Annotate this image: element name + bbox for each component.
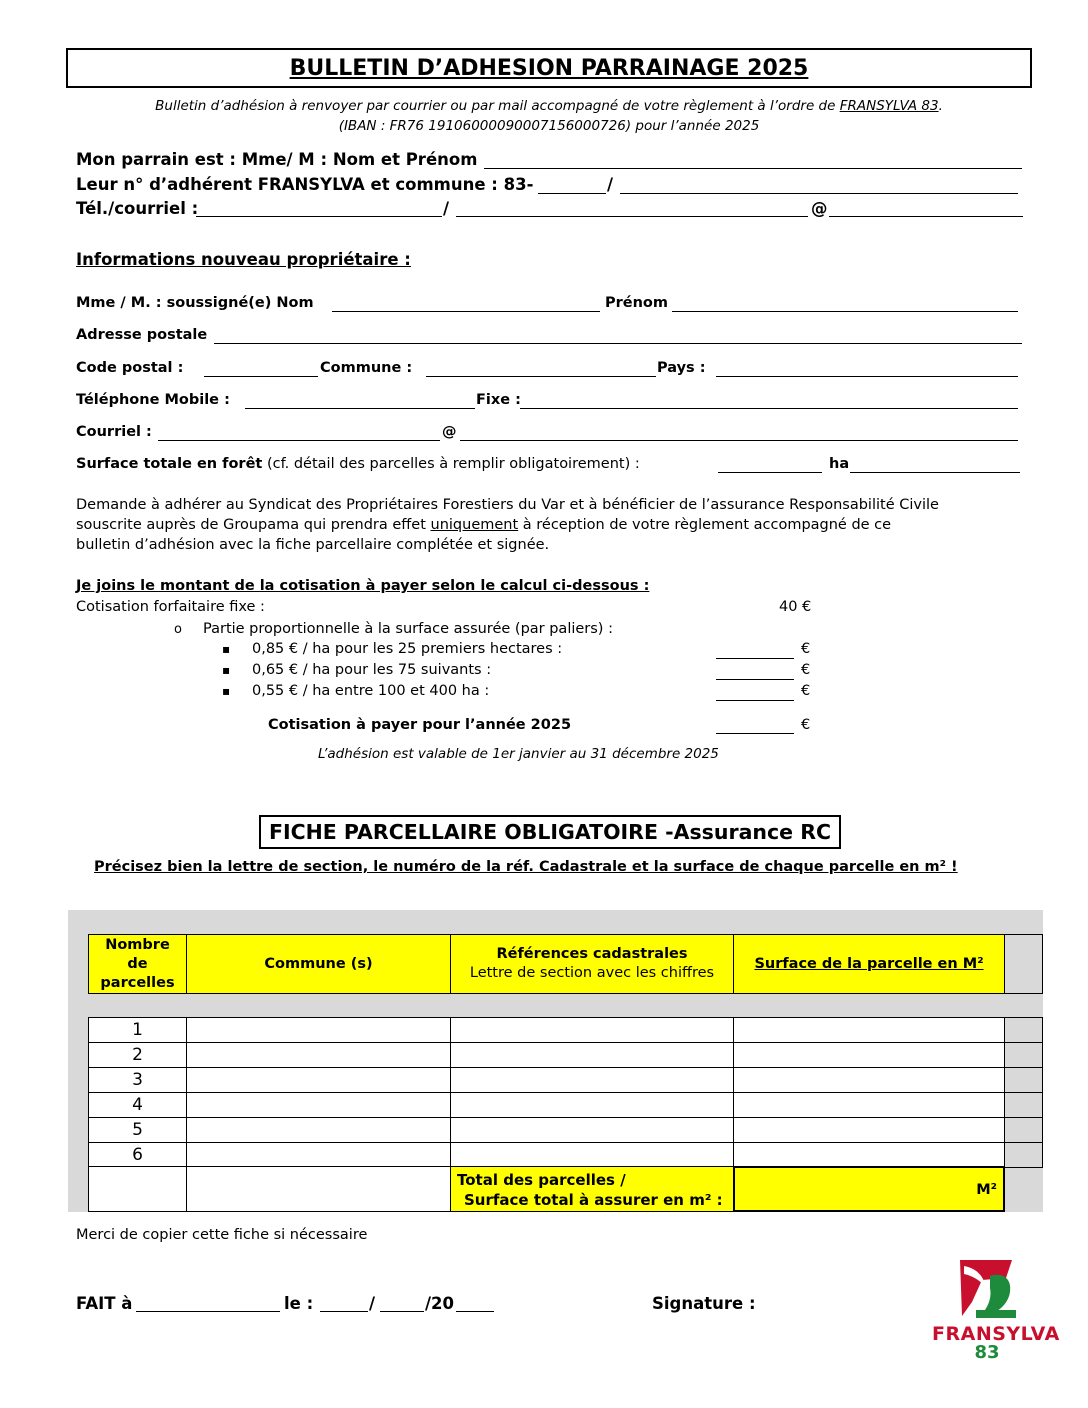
row-number: 3	[88, 1067, 187, 1093]
parrain-tel-label: Tél./courriel :	[76, 199, 199, 218]
row-extra-cell	[1004, 1142, 1043, 1168]
tier-1-label: 0,85 € / ha pour les 25 premiers hectares :	[252, 641, 563, 657]
demande-line-1: Demande à adhérer au Syndicat des Propriétaires Forestiers du Var et à bénéficier de l’assurance Responsabilité Civile	[76, 497, 939, 513]
fransylva-emblem-icon	[932, 1258, 1042, 1320]
header-nombre: Nombre de parcelles	[88, 934, 187, 994]
row-reference-field[interactable]	[450, 1017, 734, 1043]
row-reference-field[interactable]	[450, 1117, 734, 1143]
logo-number: 83	[974, 1342, 1000, 1363]
header-commune: Commune (s)	[186, 934, 451, 994]
row-commune-field[interactable]	[186, 1067, 451, 1093]
tier-1-field[interactable]	[716, 658, 794, 659]
fixe-label: Fixe :	[476, 392, 521, 408]
parrain-tel-field[interactable]	[196, 216, 442, 217]
fait-field[interactable]	[136, 1311, 280, 1312]
tier-2-label: 0,65 € / ha pour les 75 suivants :	[252, 662, 492, 678]
adresse-label: Adresse postale	[76, 327, 208, 343]
row-commune-field[interactable]	[186, 1142, 451, 1168]
parrain-tel-slash: /	[443, 199, 450, 218]
copy-note: Merci de copier cette fiche si nécessaire	[76, 1227, 368, 1243]
fiche-title: FICHE PARCELLAIRE OBLIGATOIRE -Assurance RC	[259, 815, 841, 849]
row-commune-field[interactable]	[186, 1017, 451, 1043]
row-surface-field[interactable]	[733, 1092, 1005, 1118]
parrain-name-label: Mon parrain est : Mme/ M : Nom et Prénom	[76, 150, 478, 169]
cotisation-total-field[interactable]	[716, 733, 794, 734]
row-extra-cell	[1004, 1042, 1043, 1068]
tier-2-bullet: ▪	[222, 663, 231, 677]
cotisation-fixe-label: Cotisation forfaitaire fixe :	[76, 599, 265, 615]
row-commune-field[interactable]	[186, 1117, 451, 1143]
logo-text: FRANSYLVA	[932, 1323, 1060, 1345]
row-number: 1	[88, 1017, 187, 1043]
fransylva-link-text: FRANSYLVA 83	[839, 98, 939, 114]
tier-2-field[interactable]	[716, 679, 794, 680]
intro-line-1: Bulletin d’adhésion à renvoyer par courrier ou par mail accompagné de votre règlement à l’ordre de FRANSYLVA 83.	[155, 98, 943, 114]
parrain-slash: /	[607, 175, 614, 194]
date-month-field[interactable]	[380, 1311, 424, 1312]
total-label-cell: Total des parcelles / Surface total à assurer en m² :	[450, 1166, 734, 1212]
row-surface-field[interactable]	[733, 1117, 1005, 1143]
total-empty-cell-1	[88, 1166, 187, 1212]
fixe-field[interactable]	[520, 408, 1018, 409]
cotisation-total-label: Cotisation à payer pour l’année 2025	[268, 717, 572, 733]
fait-label: FAIT à	[76, 1294, 133, 1313]
header-references: Références cadastrales Lettre de section avec les chiffres	[450, 934, 734, 994]
proportionnelle-label: Partie proportionnelle à la surface assurée (par paliers) :	[203, 621, 613, 637]
date-year-field[interactable]	[456, 1311, 494, 1312]
parrain-name-field[interactable]	[484, 168, 1022, 169]
prenom-label: Prénom	[605, 295, 669, 311]
date-slash: /	[369, 1294, 376, 1313]
row-extra-cell	[1004, 1067, 1043, 1093]
parrain-adherent-label: Leur n° d’adhérent FRANSYLVA et commune : 83-	[76, 175, 534, 194]
mobile-field[interactable]	[245, 408, 475, 409]
row-surface-field[interactable]	[733, 1017, 1005, 1043]
nom-field[interactable]	[332, 311, 600, 312]
mobile-label: Téléphone Mobile :	[76, 392, 230, 408]
tier-1-bullet: ▪	[222, 642, 231, 656]
row-extra-cell	[1004, 1117, 1043, 1143]
row-extra-cell	[1004, 1017, 1043, 1043]
surface-extra-field[interactable]	[850, 472, 1020, 473]
date-day-field[interactable]	[320, 1311, 368, 1312]
intro-line-2: (IBAN : FR76 19106000090007156000726) pour l’année 2025	[338, 118, 760, 134]
validity-note: L’adhésion est valable de 1er janvier au 31 décembre 2025	[318, 746, 719, 762]
row-number: 2	[88, 1042, 187, 1068]
row-reference-field[interactable]	[450, 1067, 734, 1093]
tier-2-unit: €	[801, 662, 811, 678]
courriel-at-sign: @	[442, 424, 457, 440]
total-empty-cell-2	[186, 1166, 451, 1212]
cotisation-heading: Je joins le montant de la cotisation à payer selon le calcul ci-dessous :	[76, 578, 650, 594]
document-title: BULLETIN D’ADHESION PARRAINAGE 2025	[66, 48, 1032, 88]
row-commune-field[interactable]	[186, 1092, 451, 1118]
demande-line-2: souscrite auprès de Groupama qui prendra effet uniquement à réception de votre règlement accompagné de ce	[76, 517, 892, 533]
row-surface-field[interactable]	[733, 1142, 1005, 1168]
tier-3-unit: €	[801, 683, 811, 699]
row-commune-field[interactable]	[186, 1042, 451, 1068]
parrain-adherent-number-field[interactable]	[538, 193, 606, 194]
surface-ha-label: ha	[829, 456, 850, 472]
courriel-label: Courriel :	[76, 424, 152, 440]
row-reference-field[interactable]	[450, 1092, 734, 1118]
row-extra-cell	[1004, 1092, 1043, 1118]
surface-label: Surface totale en forêt (cf. détail des parcelles à remplir obligatoirement) :	[76, 456, 640, 472]
total-surface-field[interactable]: M²	[733, 1166, 1005, 1212]
tier-3-field[interactable]	[716, 700, 794, 701]
date-year-prefix: /20	[425, 1294, 454, 1313]
courriel-user-field[interactable]	[158, 440, 440, 441]
surface-field[interactable]	[718, 472, 822, 473]
pays-field[interactable]	[716, 376, 1018, 377]
bullet-o: o	[174, 622, 182, 637]
row-number: 5	[88, 1117, 187, 1143]
row-reference-field[interactable]	[450, 1042, 734, 1068]
parrain-email-domain-field[interactable]	[829, 216, 1023, 217]
commune-label: Commune :	[320, 360, 413, 376]
row-surface-field[interactable]	[733, 1067, 1005, 1093]
parrain-commune-field[interactable]	[620, 193, 1018, 194]
tier-1-unit: €	[801, 641, 811, 657]
fransylva-logo	[932, 1258, 1060, 1388]
row-surface-field[interactable]	[733, 1042, 1005, 1068]
commune-field[interactable]	[426, 376, 656, 377]
courriel-domain-field[interactable]	[460, 440, 1018, 441]
parrain-at-sign: @	[811, 199, 828, 218]
header-surface: Surface de la parcelle en M²	[733, 934, 1005, 994]
row-number: 6	[88, 1142, 187, 1168]
code-postal-field[interactable]	[204, 376, 318, 377]
tier-3-bullet: ▪	[222, 684, 231, 698]
row-number: 4	[88, 1092, 187, 1118]
cotisation-fixe-value: 40 €	[779, 599, 812, 615]
demande-line-3: bulletin d’adhésion avec la fiche parcellaire complétée et signée.	[76, 537, 550, 553]
pays-label: Pays :	[657, 360, 706, 376]
parrain-email-user-field[interactable]	[456, 216, 808, 217]
signature-label: Signature :	[652, 1294, 756, 1313]
le-label: le :	[284, 1294, 314, 1313]
tier-3-label: 0,55 € / ha entre 100 et 400 ha :	[252, 683, 490, 699]
cotisation-total-unit: €	[801, 717, 811, 733]
header-extra-cell	[1004, 934, 1043, 994]
row-reference-field[interactable]	[450, 1142, 734, 1168]
nom-label: Mme / M. : soussigné(e) Nom	[76, 295, 314, 311]
nouveau-heading: Informations nouveau propriétaire :	[76, 250, 411, 269]
adresse-field[interactable]	[214, 343, 1022, 344]
code-postal-label: Code postal :	[76, 360, 184, 376]
fiche-instruction: Précisez bien la lettre de section, le numéro de la réf. Cadastrale et la surface de chaque parcelle en m² !	[94, 859, 958, 875]
prenom-field[interactable]	[672, 311, 1018, 312]
